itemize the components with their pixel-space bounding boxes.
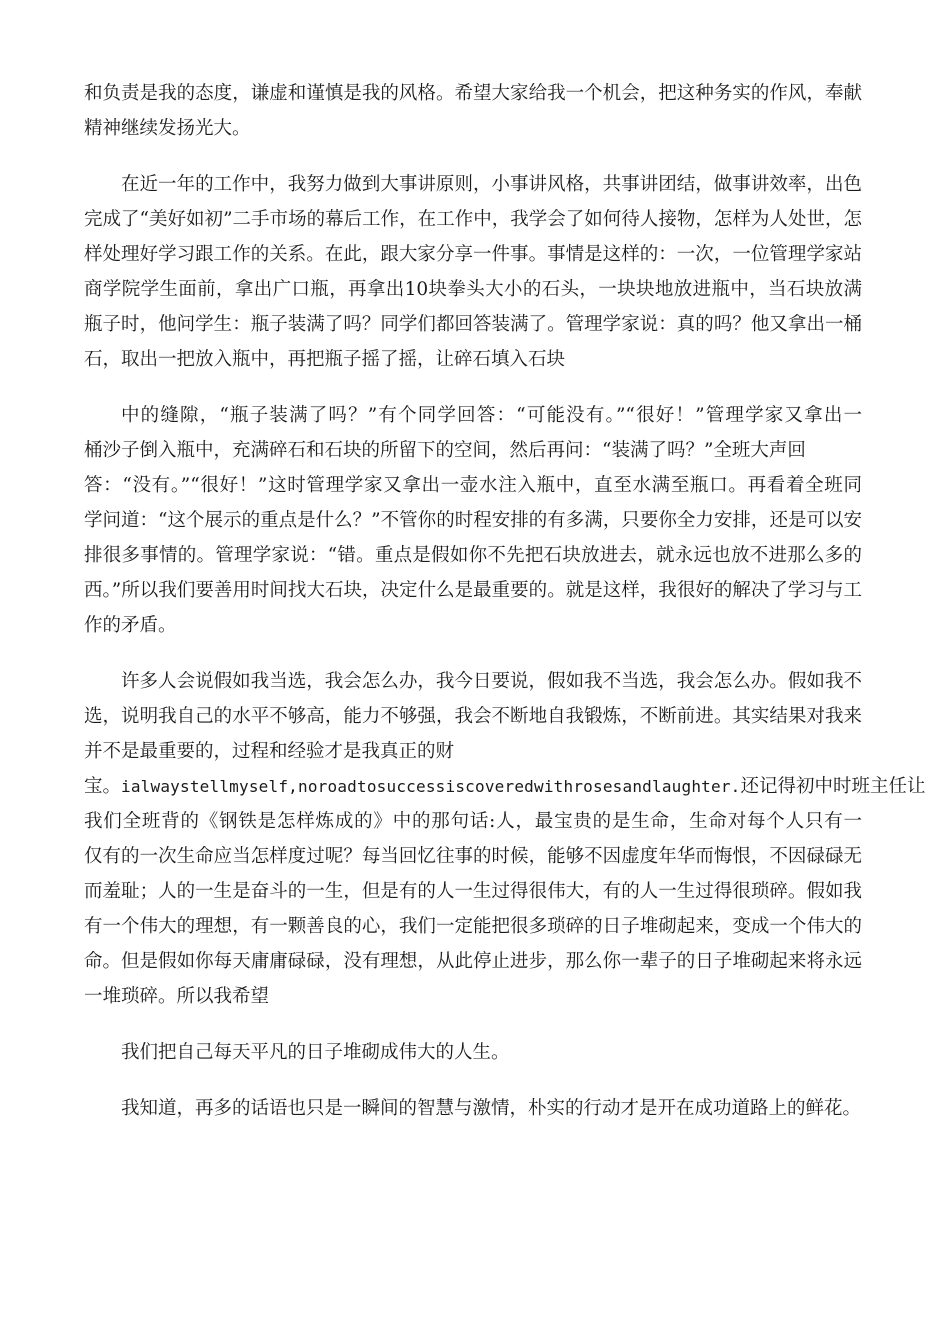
text-line: 样处理好学习跟工作的关系。在此，跟大家分享一件事。事情是这样的：一次，一位管理学家站 (84, 244, 862, 265)
paragraph-2 (84, 167, 862, 377)
text-line: 瓶子时，他问学生：瓶子装满了吗？同学们都回答装满了。管理学家说：真的吗？他又拿出一桶 (84, 314, 862, 335)
paragraph-gap (84, 643, 862, 664)
text-line: 命。但是假如你每天庸庸碌碌，没有理想，从此停止进步，那么你一辈子的日子堆砌起来将永远 (84, 951, 862, 972)
text-line: 完成了“美好如初”二手市场的幕后工作，在工作中，我学会了如何待人接物，怎样为人处世，怎 (84, 209, 862, 230)
text-line: 精神继续发扬光大。 (84, 118, 251, 139)
text-line: 商学院学生面前，拿出广口瓶，再拿出10块拳头大小的石头，一块块地放进瓶中，当石块放满 (84, 279, 862, 300)
text-line: 而羞耻；人的一生是奋斗的一生，但是有的人一生过得很伟大，有的人一生过得很琐碎。假如我 (84, 881, 862, 902)
text-line: 在近一年的工作中，我努力做到大事讲原则，小事讲风格，共事讲团结，做事讲效率，出色 (121, 174, 862, 195)
paragraph-gap (84, 377, 862, 398)
text-line: 排很多事情的。管理学家说：“错。重点是假如你不先把石块放进去，就永远也放不进那么多的 (84, 545, 862, 566)
text-segment: 还记得初中时班主任让 (740, 776, 926, 797)
paragraph-4 (84, 664, 862, 769)
paragraph-5 (84, 769, 926, 1014)
text-line: 我们全班背的《钢铁是怎样炼成的》中的那句话:人，最宝贵的是生命，生命对每个人只有一 (84, 811, 862, 832)
text-line: 和负责是我的态度，谦虚和谨慎是我的风格。希望大家给我一个机会，把这种务实的作风，奉献 (84, 83, 862, 104)
text-line: 西。”所以我们要善用时间找大石块，决定什么是最重要的。就是这样，我很好的解决了学习与工 (84, 580, 862, 601)
paragraph-3 (84, 398, 862, 643)
text-line: 答：“没有。”“很好！”这时管理学家又拿出一壶水注入瓶中，直至水满至瓶口。再看着全班同 (84, 475, 862, 496)
text-line: 仅有的一次生命应当怎样度过呢？每当回忆往事的时候，能够不因虚度年华而悔恨，不因碌碌无 (84, 846, 862, 867)
text-line: 我们把自己每天平凡的日子堆砌成伟大的人生。 (121, 1042, 510, 1063)
english-segment: ialwaystellmyself,noroadtosuccessiscoveredwithrosesandlaughter. (121, 777, 741, 796)
text-segment: 宝。 (84, 776, 122, 797)
text-line: 学问道：“这个展示的重点是什么？”不管你的时程安排的有多满，只要你全力安排，还是可以安 (84, 510, 862, 531)
paragraph-6 (84, 1035, 862, 1070)
text-line (84, 769, 926, 804)
text-line: 中的缝隙，“瓶子装满了吗？”有个同学回答：“可能没有。”“很好！”管理学家又拿出一 (121, 405, 862, 426)
text-line: 许多人会说假如我当选，我会怎么办，我今日要说，假如我不当选，我会怎么办。假如我不 (121, 671, 862, 692)
text-line: 桶沙子倒入瓶中，充满碎石和石块的所留下的空间，然后再问：“装满了吗？”全班大声回 (84, 440, 806, 461)
text-line: 我知道，再多的话语也只是一瞬间的智慧与激情，朴实的行动才是开在成功道路上的鲜花。 (121, 1098, 862, 1119)
text-line: 石，取出一把放入瓶中，再把瓶子摇了摇，让碎石填入石块 (84, 349, 566, 370)
text-line: 有一个伟大的理想，有一颗善良的心，我们一定能把很多琐碎的日子堆砌起来，变成一个伟大的 (84, 916, 862, 937)
text-line: 选，说明我自己的水平不够高，能力不够强，我会不断地自我锻炼，不断前进。其实结果对我来 (84, 706, 862, 727)
text-line: 并不是最重要的，过程和经验才是我真正的财 (84, 741, 455, 762)
paragraph-gap (84, 1014, 862, 1035)
paragraph-7 (84, 1091, 862, 1126)
text-line: 作的矛盾。 (84, 615, 177, 636)
text-line: 一堆琐碎。所以我希望 (84, 986, 270, 1007)
paragraph-gap (84, 146, 862, 167)
paragraph-1 (84, 76, 862, 146)
paragraph-gap (84, 1070, 862, 1091)
